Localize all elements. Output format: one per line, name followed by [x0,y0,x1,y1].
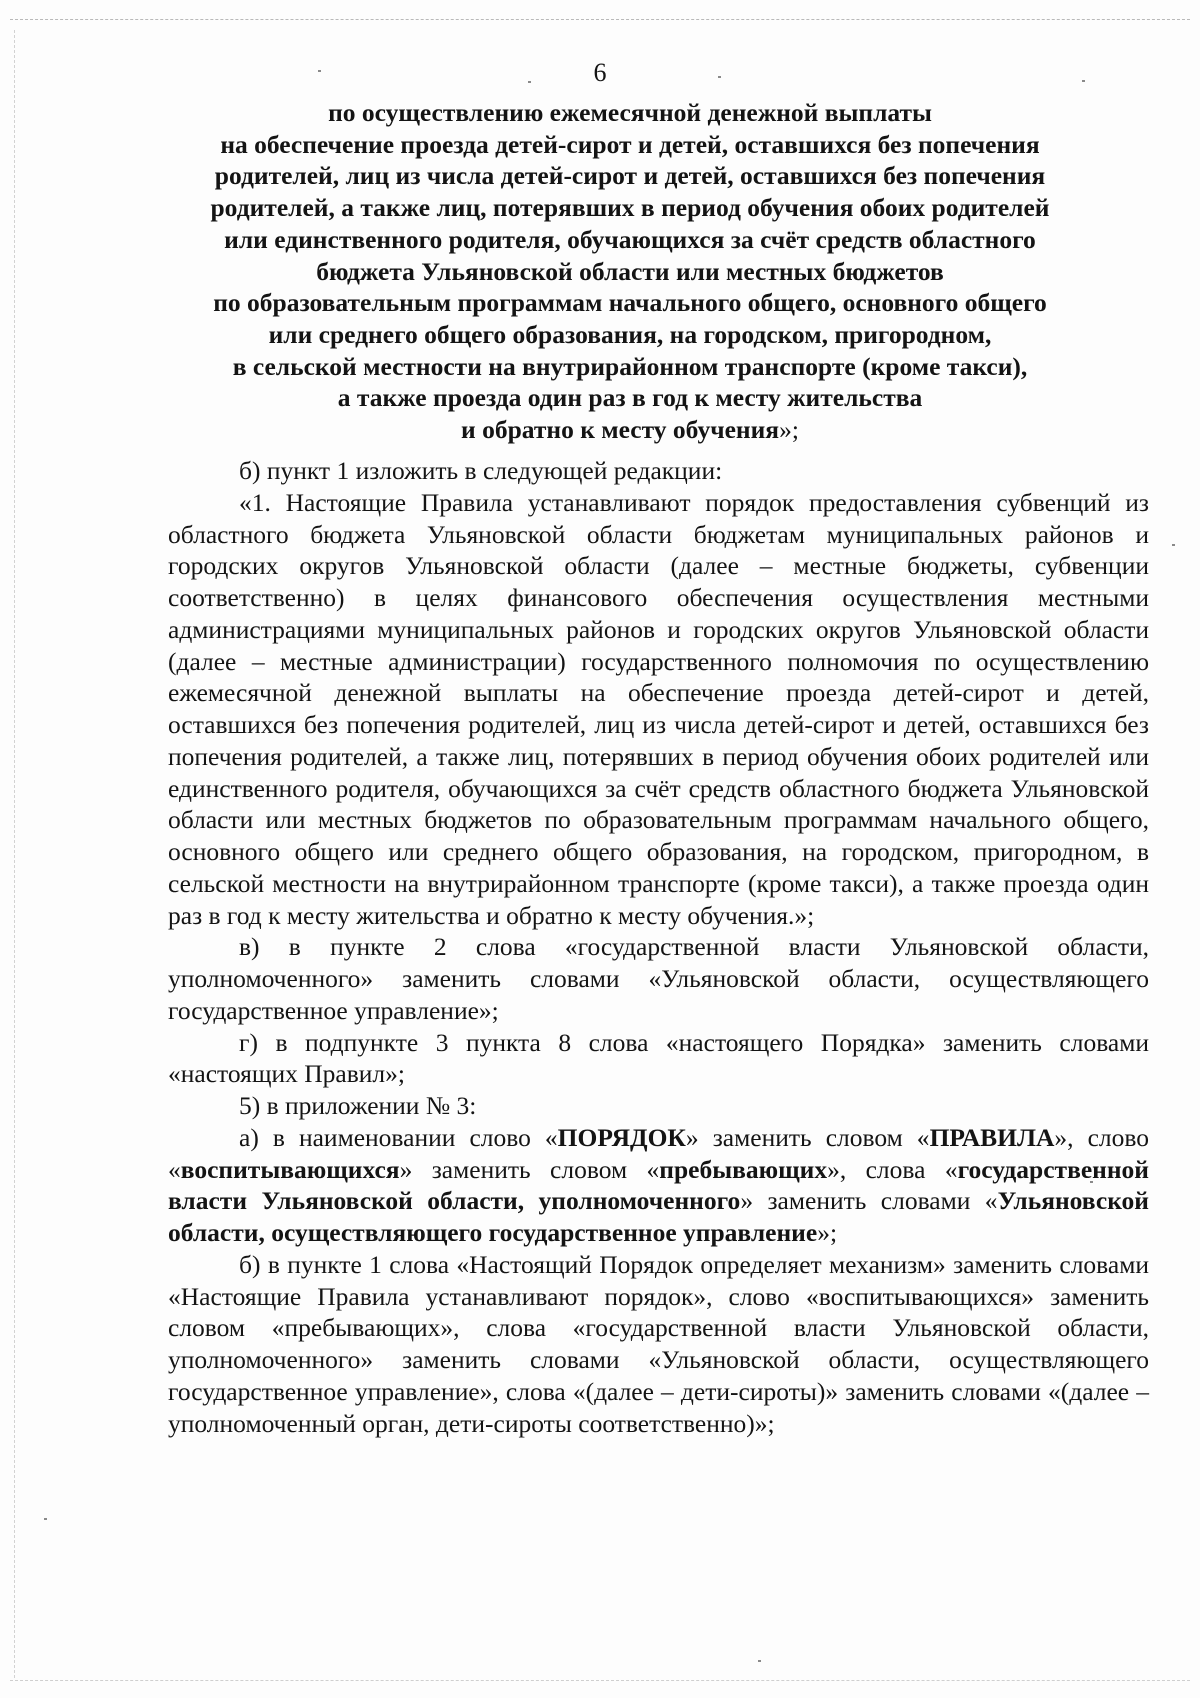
heading-line-last [150,414,1110,446]
item-a-text: »; [817,1218,838,1247]
scan-speck [1172,544,1175,546]
item-a-bold: ПОРЯДОК [557,1122,686,1152]
item-a-text: » заменить словами « [740,1186,998,1216]
heading-line: по образовательным программам начального общего, основного общего [213,288,1047,318]
scan-speck [758,1660,761,1662]
item-a-text: », слова « [827,1154,958,1184]
heading-line: или среднего общего образования, на городском, пригородном, [268,319,992,349]
scan-edge-bottom [10,1680,1190,1681]
item-v-paragraph: в) в пункте 2 слова «государственной власти Ульяновской области, уполномоченного» заменить словами «Ульяновской области, осуществляющего государственное управление»; [168,932,1149,1025]
page-number: 6 [593,58,607,87]
item-a-bold: пребывающих [659,1154,828,1184]
item-a-bold: ПРАВИЛА [929,1122,1055,1152]
heading-line-text: и обратно к месту обучения [461,415,780,445]
item-a-text: », слово « [168,1122,1149,1184]
item-a-paragraph [168,1122,1149,1249]
item-b-rule-text: «1. Настоящие Правила устанавливают порядок предоставления субвенций из областного бюджета Ульяновской области бюджетам муниципальных районов и городских округов Ульяновской области (далее – местные бюджеты, субвенции соответственно) в целях финансового обеспечения осуществления местными администрациями муниципальных районов и городских округов Ульяновской области (далее – местные администрации) государственного полномочия по осуществлению ежемесячной денежной выплаты на обеспечение проезда детей-сирот и детей, оставшихся без попечения родителей, лиц из числа детей-сирот и детей, оставшихся без попечения родителей, а также лиц, потерявших в период обучения обоих родителей или единственного родителя, обучающихся за счёт средств областного бюджета Ульяновской области или местных бюджетов по образовательным программам начального общего, основного общего или среднего общего образования, на городском, пригородном, в сельской местности на внутрирайонном транспорте (кроме такси), а также проезда один раз в год к месту жительства и обратно к месту обучения.»; [168,487,1149,930]
item-a-bold: Ульяновской области, осуществляющего государственное управление [168,1186,1149,1247]
heading-closing-quote: »; [779,415,799,445]
scan-edge-top [10,19,1190,20]
item-a-text: » заменить словом « [399,1154,660,1184]
document-body [168,455,1149,1439]
item-g-paragraph: г) в подпункте 3 пункта 8 слова «настоящего Порядка» заменить словами «настоящих Правил»; [168,1027,1149,1089]
item-b-intro: б) пункт 1 изложить в следующей редакции: [239,456,723,485]
item-a-text: » заменить словом « [685,1122,930,1152]
section-heading [150,97,1110,446]
heading-line: родителей, лиц из числа детей-сирот и детей, оставшихся без попечения [214,161,1046,191]
item-b2-paragraph: б) в пункте 1 слова «Настоящий Порядок определяет механизм» заменить словами «Настоящие Правила устанавливают порядок», слово «воспитывающихся» заменить словом «пребывающих», слова «государственной власти Ульяновской области, уполномоченного» заменить словами «Ульяновской области, осуществляющего государственное управление», слова «(далее – дети-сироты)» заменить словами «(далее – уполномоченный орган, дети-сироты соответственно)»; [168,1249,1149,1438]
heading-line: на обеспечение проезда детей-сирот и детей, оставшихся без попечения [220,129,1040,159]
item-a-text: а) в наименовании слово « [239,1122,558,1152]
heading-line: родителей, а также лиц, потерявших в период обучения обоих родителей [210,193,1050,223]
item-a-bold: воспитывающихся [180,1154,400,1184]
heading-line: в сельской местности на внутрирайонном транспорте (кроме такси), [232,351,1028,381]
scan-speck [44,1518,47,1520]
item-a-bold: государственной власти Ульяновской области, уполномоченного [168,1154,1149,1216]
heading-line: бюджета Ульяновской области или местных бюджетов [316,256,944,286]
scan-edge-left [14,30,15,1678]
heading-line: по осуществлению ежемесячной денежной выплаты [328,98,932,127]
item-5-heading: 5) в приложении № 3: [239,1091,477,1120]
heading-line: или единственного родителя, обучающихся за счёт средств областного [224,224,1036,254]
heading-line: а также проезда один раз в год к месту жительства [337,383,923,413]
